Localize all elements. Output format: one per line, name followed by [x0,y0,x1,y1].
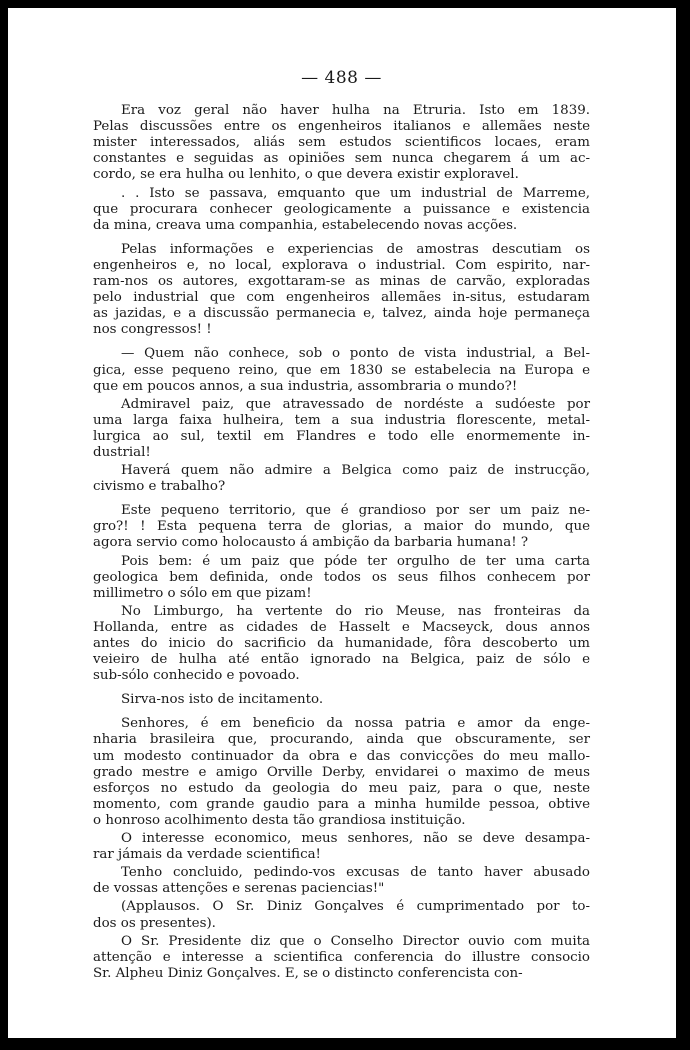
paragraph [93,186,590,234]
text-line: agora servio como holocausto á ambição da barbaria humana! ? [93,535,529,551]
text-line: civismo e trabalho? [93,479,226,495]
text-line: o honroso acolhimento desta tão grandiosa instituição. [93,812,466,828]
text-line: cordo, se era hulha ou lenhito, o que devera existir exploravel. [93,167,519,183]
text-line: (Applausos. O Sr. Diniz Gonçalves é cumprimentado por to- [121,899,590,915]
paragraph [93,692,590,708]
paragraph [93,463,590,495]
text-line: constantes e seguidas as opiniões sem nunca chegarem á um ac- [93,151,590,167]
text-line: esforços no estudo da geologia do meu paiz, para o que, neste [93,780,590,796]
text-line: geologica bem definida, onde todos os seus filhos conhecem por [93,569,590,585]
text-line: gica, esse pequeno reino, que em 1830 se estabelecia na Europa e [93,362,590,378]
text-line: lurgica ao sul, textil em Flandres e todo elle enormemente in- [93,428,590,444]
text-line: rar jámais da verdade scientifica! [93,847,321,863]
text-line: engenheiros e, no local, explorava o industrial. Com espirito, nar- [93,257,590,273]
text-line: ram-nos os autores, exgottaram-se as minas de carvão, exploradas [93,274,590,290]
document-page [93,70,590,984]
text-line: — Quem não conhece, sob o ponto de vista industrial, a Bel- [121,346,590,362]
text-line: Pelas discussões entre os engenheiros italianos e allemães neste [93,119,590,135]
text-line: dustrial! [93,444,151,460]
text-line: gro?! ! Esta pequena terra de glorias, a maior do mundo, que [93,519,590,535]
text-line: dos os presentes). [93,915,216,931]
text-line: Sirva-nos isto de incitamento. [121,692,324,708]
text-line: . . Isto se passava, emquanto que um industrial de Marreme, [121,185,590,201]
text-line: as jazidas, e a discussão permanecia e, talvez, ainda hoje permaneça [93,306,590,322]
text-line: Era voz geral não haver hulha na Etruria. Isto em 1839. [121,103,590,119]
text-line: attenção e interesse a scientifica conferencia do illustre consocio [93,949,590,965]
paragraph [93,397,590,461]
paragraph [93,865,590,897]
text-line: mister interessados, aliás sem estudos scientificos locaes, eram [93,135,590,151]
text-line: Sr. Alpheu Diniz Gonçalves. E, se o distincto conferencista con- [93,965,523,981]
text-line: O Sr. Presidente diz que o Conselho Director ouvio com muita [121,933,590,949]
text-line: O interesse economico, meus senhores, não se deve desampa- [121,831,590,847]
text-line: grado mestre e amigo Orville Derby, envidarei o maximo de meus [93,764,590,780]
text-line: Hollanda, entre as cidades de Hasselt e Macseyck, dous annos [93,619,590,635]
paragraph [93,103,590,183]
text-line: Haverá quem não admire a Belgica como paiz de instrucção, [121,463,590,479]
paragraph [93,716,590,829]
paragraph [93,242,590,339]
text-line: da mina, creava uma companhia, estabelecendo novas acções. [93,217,518,233]
text-line: Pois bem: é um paiz que póde ter orgulho de ter uma carta [121,553,590,569]
paragraph [93,503,590,551]
text-line: que procurara conhecer geologicamente a puissance e existencia [93,201,590,217]
text-line: Este pequeno territorio, que é grandioso por ser um paiz ne- [121,503,590,519]
paragraph [93,604,590,684]
text-line: pelo industrial que com engenheiros allemães in-situs, estudaram [93,290,590,306]
paragraph [93,934,590,982]
text-line: Admiravel paiz, que atravessado de nordéste a sudóeste por [121,396,590,412]
text-line: millimetro o sólo em que pizam! [93,585,312,601]
text-line: veieiro de hulha até então ignorado na Belgica, paiz de sólo e [93,652,590,668]
text-line: Senhores, é em beneficio da nossa patria e amor da enge- [121,716,590,732]
paragraph [93,831,590,863]
text-line: um modesto continuador da obra e das convicções do meu mallo- [93,748,590,764]
text-line: que em poucos annos, a sua industria, assombraria o mundo?! [93,378,518,394]
text-line: Pelas informações e experiencias de amostras descutiam os [121,241,590,257]
text-line: Tenho concluido, pedindo-vos excusas de tanto haver abusado [121,865,590,881]
body-text [93,103,590,982]
text-line: nos congressos! ! [93,322,212,338]
text-line: de vossas attenções e serenas paciencias!" [93,881,385,897]
text-line: uma larga faixa hulheira, tem a sua industria florescente, metal- [93,412,590,428]
text-line: antes do inicio do sacrificio da humanidade, fôra descoberto um [93,636,590,651]
text-line: No Limburgo, ha vertente do rio Meuse, nas fronteiras da [121,603,590,619]
paragraph [93,899,590,931]
text-line: sub-sólo conhecido e povoado. [93,668,300,684]
paragraph [93,554,590,602]
page-number: — 488 — [301,68,382,88]
text-line: nharia brasileira que, procurando, ainda que obscuramente, ser [93,732,590,748]
paragraph [93,346,590,394]
text-line: momento, com grande gaudio para a minha humilde pessoa, obtive [93,796,590,812]
